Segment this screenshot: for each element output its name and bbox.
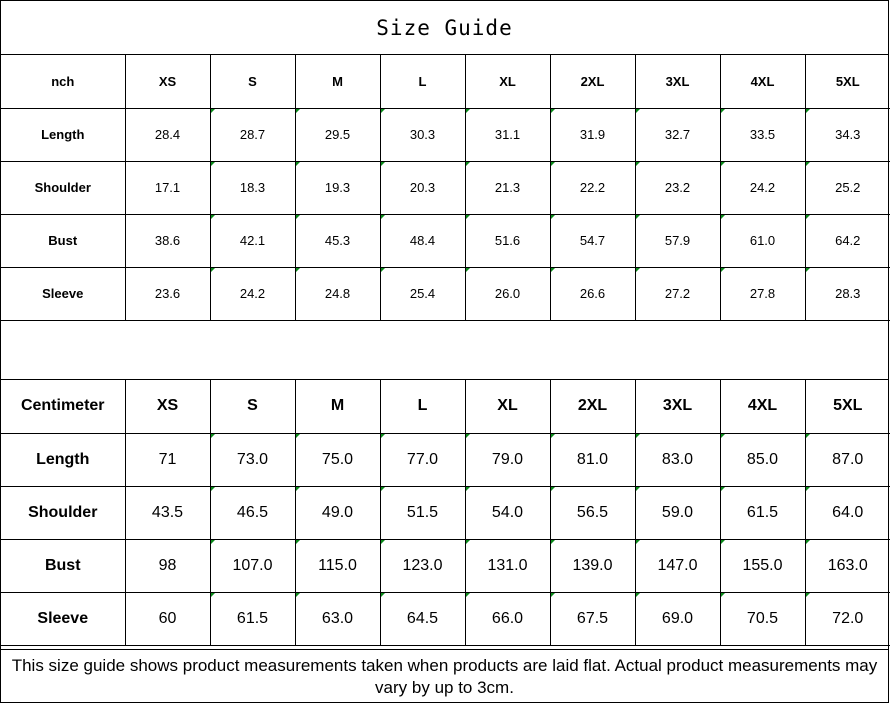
measurement-label: Shoulder	[1, 161, 125, 214]
size-header-m: M	[295, 55, 380, 108]
measurement-value: 21.3	[465, 161, 550, 214]
measurement-value: 24.2	[720, 161, 805, 214]
measurement-value: 71	[125, 433, 210, 486]
measurement-value: 61.0	[720, 214, 805, 267]
size-header-3xl: 3XL	[635, 55, 720, 108]
measurement-value: 123.0	[380, 539, 465, 592]
measurement-value: 38.6	[125, 214, 210, 267]
measurement-value: 57.9	[635, 214, 720, 267]
table-row	[1, 592, 890, 645]
page-title: Size Guide	[1, 1, 888, 55]
measurement-value: 29.5	[295, 108, 380, 161]
measurement-value: 20.3	[380, 161, 465, 214]
measurement-value: 70.5	[720, 592, 805, 645]
measurement-value: 17.1	[125, 161, 210, 214]
measurement-value: 54.0	[465, 486, 550, 539]
measurement-value: 31.1	[465, 108, 550, 161]
measurement-note: This size guide shows product measurements taken when products are laid flat. Actual product measurements may vary by up to 3cm.	[1, 649, 888, 703]
size-header-m: M	[295, 380, 380, 433]
measurement-value: 107.0	[210, 539, 295, 592]
size-header-2xl: 2XL	[550, 55, 635, 108]
table-row	[1, 214, 890, 267]
measurement-label: Shoulder	[1, 486, 125, 539]
measurement-value: 64.5	[380, 592, 465, 645]
inch-size-table	[1, 55, 890, 321]
unit-label: nch	[1, 55, 125, 108]
measurement-value: 45.3	[295, 214, 380, 267]
measurement-value: 42.1	[210, 214, 295, 267]
measurement-value: 60	[125, 592, 210, 645]
measurement-value: 67.5	[550, 592, 635, 645]
measurement-value: 139.0	[550, 539, 635, 592]
measurement-value: 46.5	[210, 486, 295, 539]
table-row	[1, 108, 890, 161]
measurement-value: 27.2	[635, 267, 720, 320]
measurement-value: 61.5	[210, 592, 295, 645]
measurement-value: 28.4	[125, 108, 210, 161]
header-row	[1, 55, 890, 108]
measurement-value: 26.6	[550, 267, 635, 320]
measurement-label: Sleeve	[1, 592, 125, 645]
measurement-value: 27.8	[720, 267, 805, 320]
measurement-value: 87.0	[805, 433, 890, 486]
size-header-xl: XL	[465, 55, 550, 108]
size-header-4xl: 4XL	[720, 55, 805, 108]
centimeter-size-table	[1, 380, 890, 646]
measurement-value: 131.0	[465, 539, 550, 592]
measurement-value: 30.3	[380, 108, 465, 161]
table-row	[1, 267, 890, 320]
measurement-value: 61.5	[720, 486, 805, 539]
measurement-value: 33.5	[720, 108, 805, 161]
measurement-value: 31.9	[550, 108, 635, 161]
measurement-value: 32.7	[635, 108, 720, 161]
size-header-xl: XL	[465, 380, 550, 433]
table-row	[1, 539, 890, 592]
measurement-value: 54.7	[550, 214, 635, 267]
measurement-value: 66.0	[465, 592, 550, 645]
size-header-3xl: 3XL	[635, 380, 720, 433]
measurement-value: 24.8	[295, 267, 380, 320]
size-header-l: L	[380, 55, 465, 108]
measurement-value: 26.0	[465, 267, 550, 320]
measurement-value: 23.2	[635, 161, 720, 214]
measurement-value: 79.0	[465, 433, 550, 486]
measurement-value: 43.5	[125, 486, 210, 539]
size-header-s: S	[210, 55, 295, 108]
unit-label: Centimeter	[1, 380, 125, 433]
size-header-5xl: 5XL	[805, 55, 890, 108]
size-header-5xl: 5XL	[805, 380, 890, 433]
measurement-value: 23.6	[125, 267, 210, 320]
measurement-value: 73.0	[210, 433, 295, 486]
table-row	[1, 486, 890, 539]
measurement-value: 75.0	[295, 433, 380, 486]
measurement-label: Bust	[1, 539, 125, 592]
measurement-value: 28.7	[210, 108, 295, 161]
measurement-value: 25.4	[380, 267, 465, 320]
measurement-value: 72.0	[805, 592, 890, 645]
measurement-value: 115.0	[295, 539, 380, 592]
measurement-value: 34.3	[805, 108, 890, 161]
measurement-label: Length	[1, 433, 125, 486]
measurement-value: 163.0	[805, 539, 890, 592]
header-row	[1, 380, 890, 433]
measurement-value: 51.5	[380, 486, 465, 539]
measurement-value: 85.0	[720, 433, 805, 486]
size-header-2xl: 2XL	[550, 380, 635, 433]
measurement-value: 48.4	[380, 214, 465, 267]
measurement-value: 81.0	[550, 433, 635, 486]
measurement-value: 155.0	[720, 539, 805, 592]
measurement-value: 77.0	[380, 433, 465, 486]
measurement-value: 19.3	[295, 161, 380, 214]
size-header-xs: XS	[125, 55, 210, 108]
measurement-value: 64.0	[805, 486, 890, 539]
measurement-value: 98	[125, 539, 210, 592]
measurement-label: Bust	[1, 214, 125, 267]
measurement-value: 51.6	[465, 214, 550, 267]
measurement-label: Length	[1, 108, 125, 161]
measurement-label: Sleeve	[1, 267, 125, 320]
measurement-value: 83.0	[635, 433, 720, 486]
size-header-s: S	[210, 380, 295, 433]
measurement-value: 59.0	[635, 486, 720, 539]
measurement-value: 18.3	[210, 161, 295, 214]
measurement-value: 69.0	[635, 592, 720, 645]
measurement-value: 49.0	[295, 486, 380, 539]
measurement-value: 147.0	[635, 539, 720, 592]
measurement-value: 25.2	[805, 161, 890, 214]
measurement-value: 64.2	[805, 214, 890, 267]
table-row	[1, 161, 890, 214]
measurement-value: 63.0	[295, 592, 380, 645]
size-header-xs: XS	[125, 380, 210, 433]
size-header-l: L	[380, 380, 465, 433]
table-row	[1, 433, 890, 486]
size-header-4xl: 4XL	[720, 380, 805, 433]
measurement-value: 24.2	[210, 267, 295, 320]
measurement-value: 56.5	[550, 486, 635, 539]
table-spacer	[1, 325, 888, 380]
measurement-value: 28.3	[805, 267, 890, 320]
measurement-value: 22.2	[550, 161, 635, 214]
